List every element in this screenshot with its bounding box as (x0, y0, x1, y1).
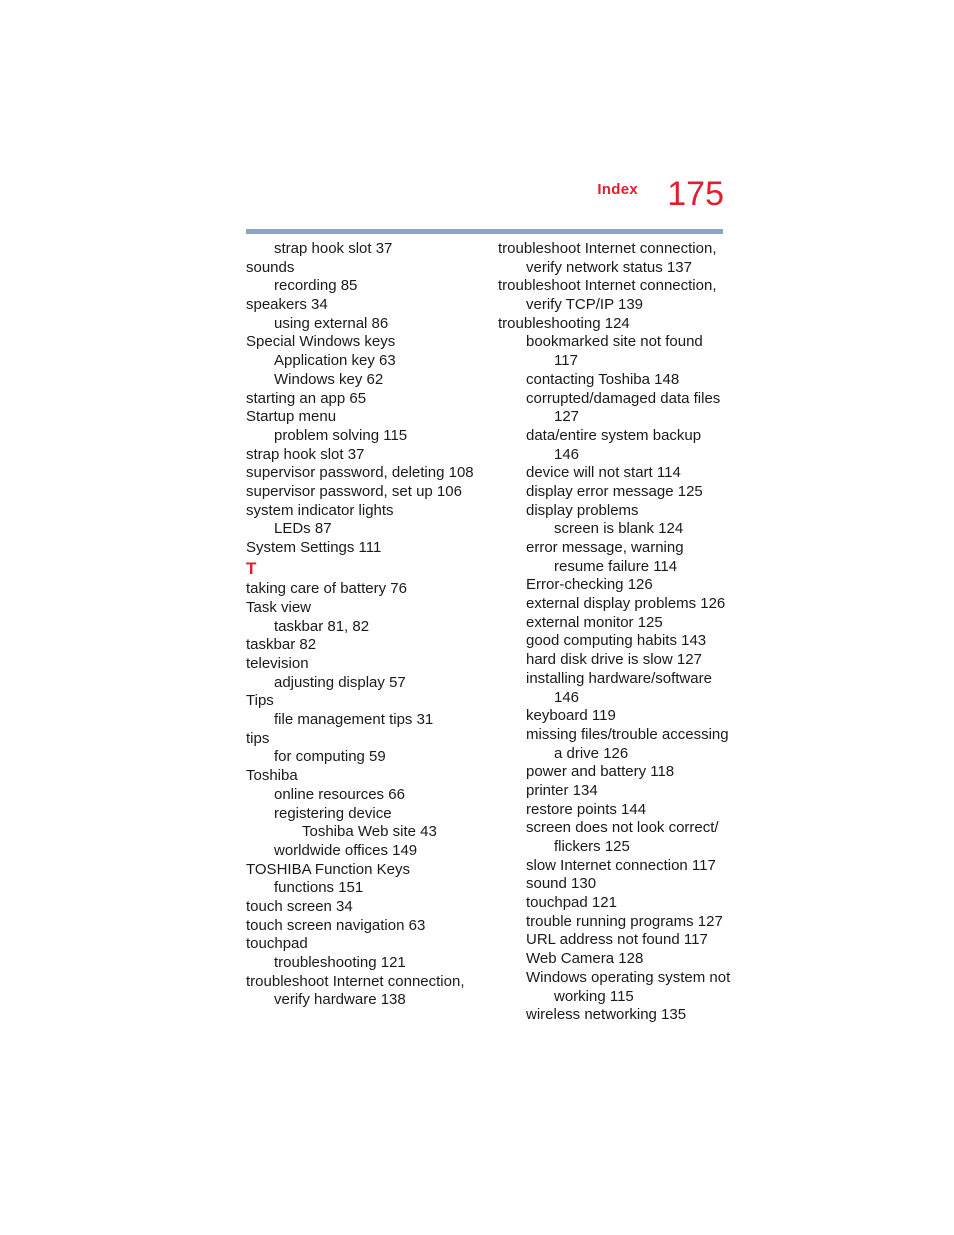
index-subentry: functions 151 (274, 879, 364, 897)
index-subentry: 146 (554, 688, 580, 706)
index-subentry: registering device (274, 804, 392, 822)
index-entry: taskbar 82 (246, 636, 317, 654)
index-subentry: verify network status 137 (526, 258, 692, 276)
index-entry: television (246, 655, 309, 673)
index-subentry: a drive 126 (554, 744, 629, 762)
index-subentry: worldwide offices 149 (274, 841, 418, 859)
index-subentry: external display problems 126 (526, 595, 726, 613)
index-entry: sounds (246, 258, 295, 276)
header-divider (246, 229, 723, 234)
index-subentry: working 115 (554, 987, 634, 1005)
index-subentry: troubleshooting 121 (274, 954, 406, 972)
index-subentry: Toshiba Web site 43 (302, 823, 437, 841)
index-subentry: screen does not look correct/ (526, 819, 719, 837)
index-entry: Task view (246, 598, 312, 616)
index-entry: troubleshoot Internet connection, (498, 240, 717, 257)
index-subentry: recording 85 (274, 277, 358, 295)
section-title: Index (597, 181, 638, 198)
index-entry: supervisor password, deleting 108 (246, 464, 474, 482)
index-subentry: error message, warning (526, 539, 684, 556)
index-entry: speakers 34 (246, 296, 328, 314)
index-subentry: strap hook slot 37 (274, 240, 393, 257)
index-column-right (498, 240, 738, 1025)
index-entry: touchpad (246, 935, 308, 953)
index-subentry: bookmarked site not found (526, 333, 703, 351)
page-number: 175 (667, 175, 724, 213)
index-entry: Startup menu (246, 408, 337, 426)
index-subentry: 117 (554, 352, 578, 370)
index-subentry: screen is blank 124 (554, 520, 684, 538)
index-subentry: URL address not found 117 (526, 931, 708, 949)
index-subentry: verify TCP/IP 139 (526, 296, 643, 314)
index-subentry: slow Internet connection 117 (526, 856, 716, 874)
index-subentry: 146 (554, 445, 580, 463)
index-subentry: resume failure 114 (554, 557, 678, 575)
index-subentry: problem solving 115 (274, 426, 408, 444)
index-entry: touch screen navigation 63 (246, 916, 426, 934)
index-subentry: display error message 125 (526, 482, 703, 500)
index-subentry: hard disk drive is slow 127 (526, 651, 702, 669)
index-subentry: for computing 59 (274, 748, 386, 766)
index-subentry: power and battery 118 (526, 763, 675, 781)
index-subentry: adjusting display 57 (274, 673, 406, 691)
index-entry: Special Windows keys (246, 333, 396, 351)
index-subentry: external monitor 125 (526, 613, 663, 631)
index-subentry: sound 130 (526, 875, 597, 893)
index-subentry: Error-checking 126 (526, 576, 653, 594)
index-subentry: touchpad 121 (526, 894, 617, 912)
index-subentry: data/entire system backup (526, 426, 702, 444)
index-subentry: display problems (526, 501, 639, 519)
index-entry: taking care of battery 76 (246, 580, 407, 598)
index-subentry: online resources 66 (274, 785, 405, 803)
index-subentry: using external 86 (274, 314, 389, 332)
index-entry: Toshiba (246, 767, 298, 785)
index-subentry: LEDs 87 (274, 520, 332, 538)
index-subentry: keyboard 119 (526, 707, 616, 725)
index-entry: touch screen 34 (246, 897, 353, 915)
index-subentry: 127 (554, 408, 580, 426)
index-entry: strap hook slot 37 (246, 445, 365, 463)
index-subentry: printer 134 (526, 781, 598, 799)
index-entry: TOSHIBA Function Keys (246, 860, 410, 878)
index-entry: troubleshooting 124 (498, 314, 630, 332)
index-column-left (246, 240, 486, 1010)
index-subentry: Windows operating system not (526, 968, 731, 986)
index-letter-heading: T (246, 558, 257, 578)
index-subentry: installing hardware/software (526, 669, 712, 687)
index-subentry: verify hardware 138 (274, 991, 406, 1009)
index-entry: starting an app 65 (246, 389, 367, 407)
index-entry: tips (246, 729, 270, 747)
index-subentry: Web Camera 128 (526, 950, 644, 968)
index-entry: Tips (246, 692, 274, 710)
index-entry: supervisor password, set up 106 (246, 482, 462, 500)
index-subentry: corrupted/damaged data files (526, 389, 721, 407)
index-subentry: good computing habits 143 (526, 632, 707, 650)
index-subentry: device will not start 114 (526, 464, 681, 482)
index-entry: troubleshoot Internet connection, (498, 277, 717, 295)
index-subentry: taskbar 81, 82 (274, 617, 370, 635)
index-subentry: restore points 144 (526, 800, 647, 818)
index-subentry: Windows key 62 (274, 370, 384, 388)
index-subentry: contacting Toshiba 148 (526, 370, 680, 388)
index-subentry: trouble running programs 127 (526, 912, 723, 930)
index-entry: System Settings 111 (246, 539, 382, 556)
index-entry: troubleshoot Internet connection, (246, 972, 465, 990)
index-subentry: file management tips 31 (274, 711, 434, 729)
index-subentry: wireless networking 135 (526, 1006, 687, 1024)
index-subentry: flickers 125 (554, 838, 630, 855)
index-subentry: missing files/trouble accessing (526, 725, 729, 743)
index-subentry: Application key 63 (274, 352, 396, 370)
index-entry: system indicator lights (246, 501, 394, 519)
